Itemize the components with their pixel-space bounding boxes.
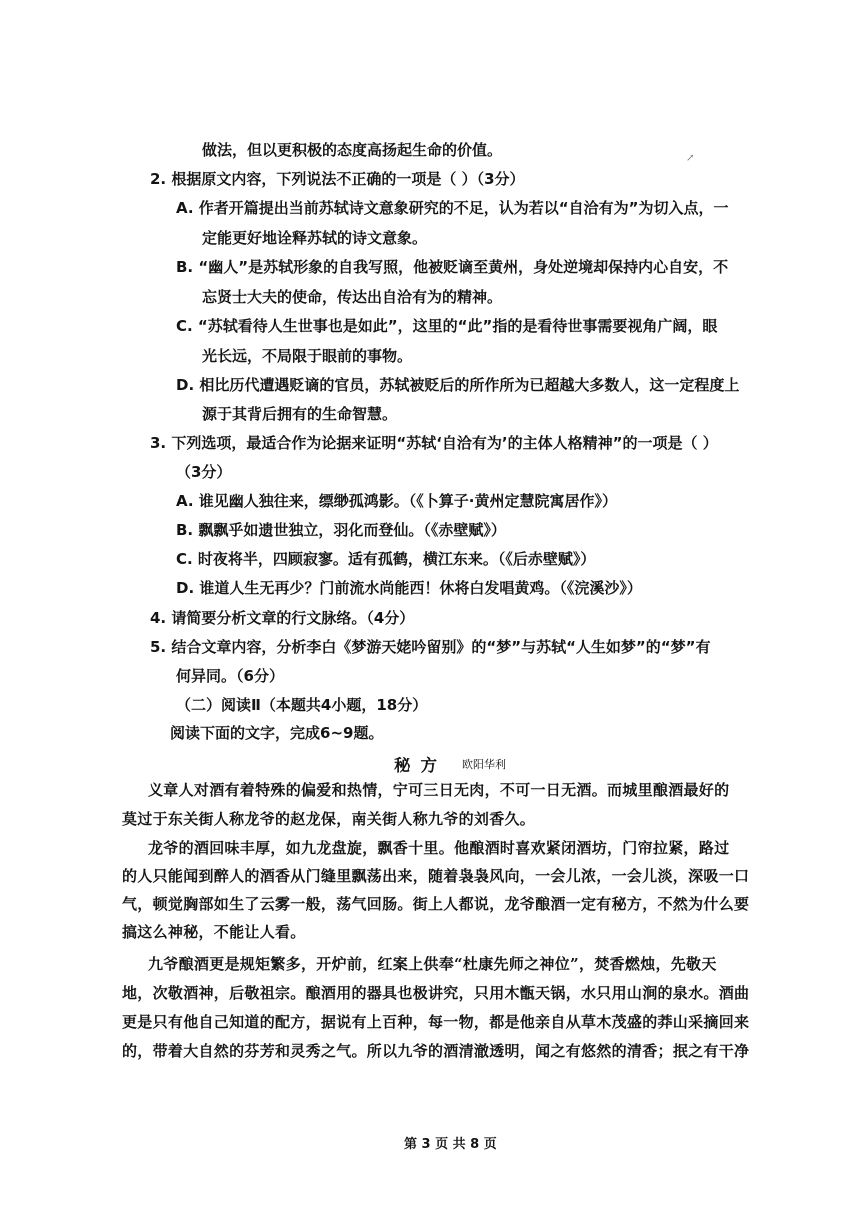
story-author: 欧阳华利 <box>462 758 506 771</box>
option-2a-cont: 定能更好地诠释苏轼的诗文意象。 <box>202 229 428 247</box>
text-line: 做法，但以更积极的态度高扬起生命的价值。 <box>202 141 503 159</box>
option-3a: A. 谁见幽人独往来，缥缈孤鸿影。（《卜算子·黄州定慧院寓居作》） <box>176 492 618 510</box>
passage-line: 九爷酿酒更是规矩繁多，开炉前，红案上供奉“杜康先师之神位”，焚香燃烛，先敬天 <box>148 955 717 973</box>
option-2c: C. “苏轼看待人生世事也是如此”，这里的“此”指的是看待世事需要视角广阔，眼 <box>176 317 718 335</box>
question-5-cont: 何异同。（6分） <box>176 667 284 685</box>
section-heading: （二）阅读Ⅱ（本题共4小题，18分） <box>176 696 428 714</box>
option-3b: B. 飘飘乎如遗世独立，羽化而登仙。（《赤壁赋》） <box>176 521 506 539</box>
reading-instruction: 阅读下面的文字，完成6~9题。 <box>170 724 384 742</box>
option-2a: A. 作者开篇提出当前苏轼诗文意象研究的不足，认为若以“自洽有为”为切入点，一 <box>176 199 729 217</box>
question-4: 4. 请简要分析文章的行文脉络。（4分） <box>150 609 415 627</box>
question-5: 5. 结合文章内容，分析李白《梦游天姥吟留别》的“梦”与苏轼“人生如梦”的“梦”有 <box>150 638 711 656</box>
passage-line: 龙爷的酒回味丰厚，如九龙盘旋，飘香十里。他酿酒时喜欢紧闭酒坊，门帘拉紧，路过 <box>148 839 730 857</box>
passage-line: 莫过于东关街人称龙爷的赵龙保，南关街人称九爷的刘香久。 <box>122 810 536 828</box>
page-footer: 第 3 页 共 8 页 <box>404 1137 497 1152</box>
option-2b: B. “幽人”是苏轼形象的自我写照，他被贬谪至黄州，身处逆境却保持内心自安，不 <box>176 258 729 276</box>
option-2b-cont: 忘贤士大夫的使命，传达出自洽有为的精神。 <box>202 288 503 306</box>
question-3: 3. 下列选项，最适合作为论据来证明“苏轼‘自洽有为’的主体人格精神”的一项是（ ） <box>150 434 718 452</box>
option-2d-cont: 源于其背后拥有的生命智慧。 <box>202 405 398 423</box>
option-3c: C. 时夜将半，四顾寂寥。适有孤鹤，横江东来。（《后赤壁赋》） <box>176 550 596 568</box>
passage-line: 地，次敬酒神，后敬祖宗。酿酒用的器具也极讲究，只用木甑天锅，水只用山涧的泉水。酒曲 <box>122 984 750 1002</box>
passage-line: 搞这么神秘，不能让人看。 <box>122 923 306 941</box>
passage-line: 的人只能闻到醉人的酒香从门缝里飘荡出来，随着袅袅风向，一会儿浓，一会儿淡，深吸一口 <box>122 867 750 885</box>
option-2c-cont: 光长远，不局限于眼前的事物。 <box>202 347 413 365</box>
passage-line: 更是只有他自己知道的配方，据说有上百种，每一物，都是他亲自从草木茂盛的莽山采摘回来 <box>122 1013 750 1031</box>
passage-line: 义章人对酒有着特殊的偏爱和热情，宁可三日无肉，不可一日无酒。而城里酿酒最好的 <box>148 781 730 799</box>
question-3-score: （3分） <box>176 463 232 481</box>
option-3d: D. 谁道人生无再少？门前流水尚能西！休将白发唱黄鸡。（《浣溪沙》） <box>176 579 642 597</box>
story-title: 秘方 <box>394 756 447 775</box>
passage-line: 气，顿觉胸部如生了云雾一般，荡气回肠。街上人都说，龙爷酿酒一定有秘方，不然为什么要 <box>122 895 750 913</box>
option-2d: D. 相比历代遭遇贬谪的官员，苏轼被贬后的所作所为已超越大多数人，这一定程度上 <box>176 376 740 394</box>
scan-speck: ↗ <box>686 153 695 164</box>
question-2: 2. 根据原文内容，下列说法不正确的一项是（ ）（3分） <box>150 170 525 188</box>
passage-line: 的，带着大自然的芬芳和灵秀之气。所以九爷的酒清澈透明，闻之有悠然的清香；抿之有干净 <box>122 1042 750 1060</box>
